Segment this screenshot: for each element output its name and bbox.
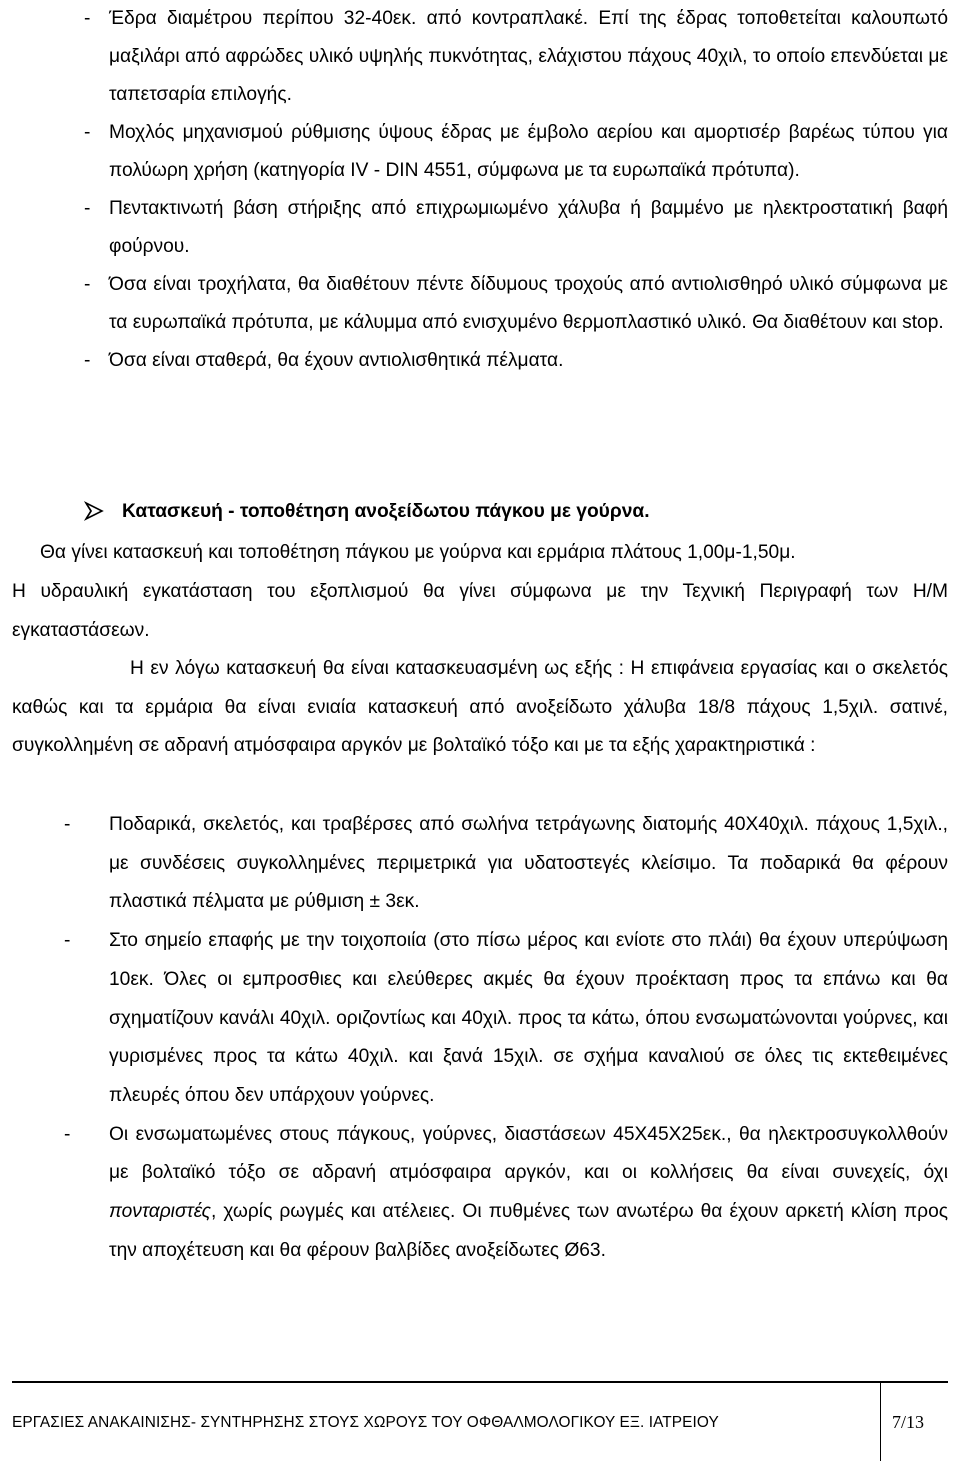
list-item	[0, 114, 960, 190]
list-item-text: Έδρα διαμέτρου περίπου 32-40εκ. από κοντραπλακέ. Επί της έδρας τοποθετείται καλουπωτό μαξιλάρι από αφρώδες υλικό υψηλής πυκνότητας, ελάχιστου πάχους 40χιλ, το οποίο επενδύεται με ταπετσαρία επιλογής.	[109, 8, 948, 105]
list-item	[0, 342, 960, 380]
list-dash: -	[84, 274, 91, 295]
list-item-text-start: Οι ενσωματωμένες στους πάγκους, γούρνες, διαστάσεων 45Χ45Χ25εκ., θα ηλεκτροσυγκολλθούν με βολταϊκό τόξο σε αδρανή ατμόσφαιρα αργκόν, και οι κολλήσεις θα είναι συνεχείς, όχι	[109, 1123, 948, 1184]
list-item	[0, 190, 960, 266]
list-item-text: Όσα είναι σταθερά, θα έχουν αντιολισθητικά πέλματα.	[109, 350, 564, 371]
section-heading-text: Κατασκευή - τοποθέτηση ανοξείδωτου πάγκου με γούρνα.	[122, 501, 650, 522]
arrow-bullet-icon	[84, 501, 104, 521]
chair-spec-list	[0, 0, 960, 380]
footer-rule	[12, 1381, 948, 1383]
list-item	[0, 266, 960, 342]
list-dash: -	[84, 350, 91, 371]
footer-title: ΕΡΓΑΣΙΕΣ ΑΝΑΚΑΙΝΙΣΗΣ- ΣΥΝΤΗΡΗΣΗΣ ΣΤΟΥΣ ΧΩΡΟΥΣ ΤΟΥ ΟΦΘΑΛΜΟΛΟΓΙΚΟΥ ΕΞ. ΙΑΤΡΕΙΟΥ	[12, 1414, 719, 1431]
list-dash: -	[84, 122, 91, 143]
list-item-text-end: , χωρίς ρωγμές και ατέλειες. Οι πυθμένες των ανωτέρω θα έχουν αρκετή κλίση προς την αποχέτευση και θα φέρουν βαλβίδες ανοξείδωτες Ø63.	[109, 1201, 948, 1261]
body-paragraph: Η υδραυλική εγκατάσταση του εξοπλισμού θα γίνει σύμφωνα με την Τεχνική Περιγραφή των Η/Μ εγκαταστάσεων.	[12, 581, 948, 641]
list-item-text: Πεντακτινωτή βάση στήριξης από επιχρωμιωμένο χάλυβα ή βαμμένο με ηλεκτροστατική βαφή φούρνου.	[109, 198, 948, 257]
list-item-text-italic: πονταριστές	[109, 1201, 211, 1223]
list-dash: -	[64, 814, 71, 835]
footer-separator	[880, 1383, 881, 1461]
list-item-text: Στο σημείο επαφής με την τοιχοποιία (στο πίσω μέρος και ενίοτε στο πλάι) θα έχουν υπερύψωση 10εκ. Όλες οι εμπροσθιες και ελεύθερες ακμές θα έχουν προέκταση προς τα επάνω και θα σχηματίζουν κανάλι 40χιλ. οριζοντίως και 40χιλ. προς τα κάτω, όπου ενσωματώνονται γούρνες, και γυρισμένες προς τα κάτω 40χιλ. και ξανά 15χιλ. σε σχήμα καναλιού σε όλες τις εκτεθειμένες πλευρές όπου δεν υπάρχουν γούρνες.	[109, 930, 948, 1106]
section-heading	[0, 492, 960, 532]
page-number: 7/13	[892, 1412, 925, 1432]
body-paragraph: Θα γίνει κατασκευή και τοποθέτηση πάγκου με γούρνα και ερμάρια πλάτους 1,00μ-1,50μ.	[40, 542, 796, 563]
body-paragraph: Η εν λόγω κατασκευή θα είναι κατασκευασμένη ως εξής : Η επιφάνεια εργασίας και ο σκελετός καθώς και τα ερμάρια θα είναι ενιαία κατασκευή από ανοξείδωτο χάλυβα 18/8 πάχους 1,5χιλ. σατινέ, συγκολλημένη σε αδρανή ατμόσφαιρα αργκόν με βολταϊκό τόξο και με τα εξής χαρακτηριστικά :	[12, 658, 948, 756]
list-item	[0, 1116, 960, 1271]
list-dash: -	[64, 930, 71, 952]
list-item-text: Μοχλός μηχανισμού ρύθμισης ύψους έδρας με έμβολο αερίου και αμορτισέρ βαρέως τύπου για πολύωρη χρήση (κατηγορία IV - DIN 4551, σύμφωνα με τα ευρωπαϊκά πρότυπα).	[109, 122, 948, 181]
list-dash: -	[84, 198, 91, 219]
list-item	[0, 0, 960, 114]
list-item-text: Ποδαρικά, σκελετός, και τραβέρσες από σωλήνα τετράγωνης διατομής 40Χ40χιλ. πάχους 1,5χιλ., με συνδέσεις συγκολλημένες περιμετρικά για υδατοστεγές κλείσιμο. Τα ποδαρικά θα φέρουν πλαστικά πέλματα με ρύθμιση ± 3εκ.	[109, 814, 948, 913]
list-dash: -	[84, 8, 91, 29]
list-item	[0, 922, 960, 1116]
list-dash: -	[64, 1123, 71, 1145]
list-item	[0, 806, 960, 922]
counter-spec-list	[0, 806, 960, 1270]
list-item-text: Όσα είναι τροχήλατα, θα διαθέτουν πέντε δίδυμους τροχούς από αντιολισθηρό υλικό σύμφωνα με τα ευρωπαϊκά πρότυπα, με κάλυμμα από ενισχυμένο θερμοπλαστικό υλικό. Θα διαθέτουν και stop.	[109, 274, 948, 333]
